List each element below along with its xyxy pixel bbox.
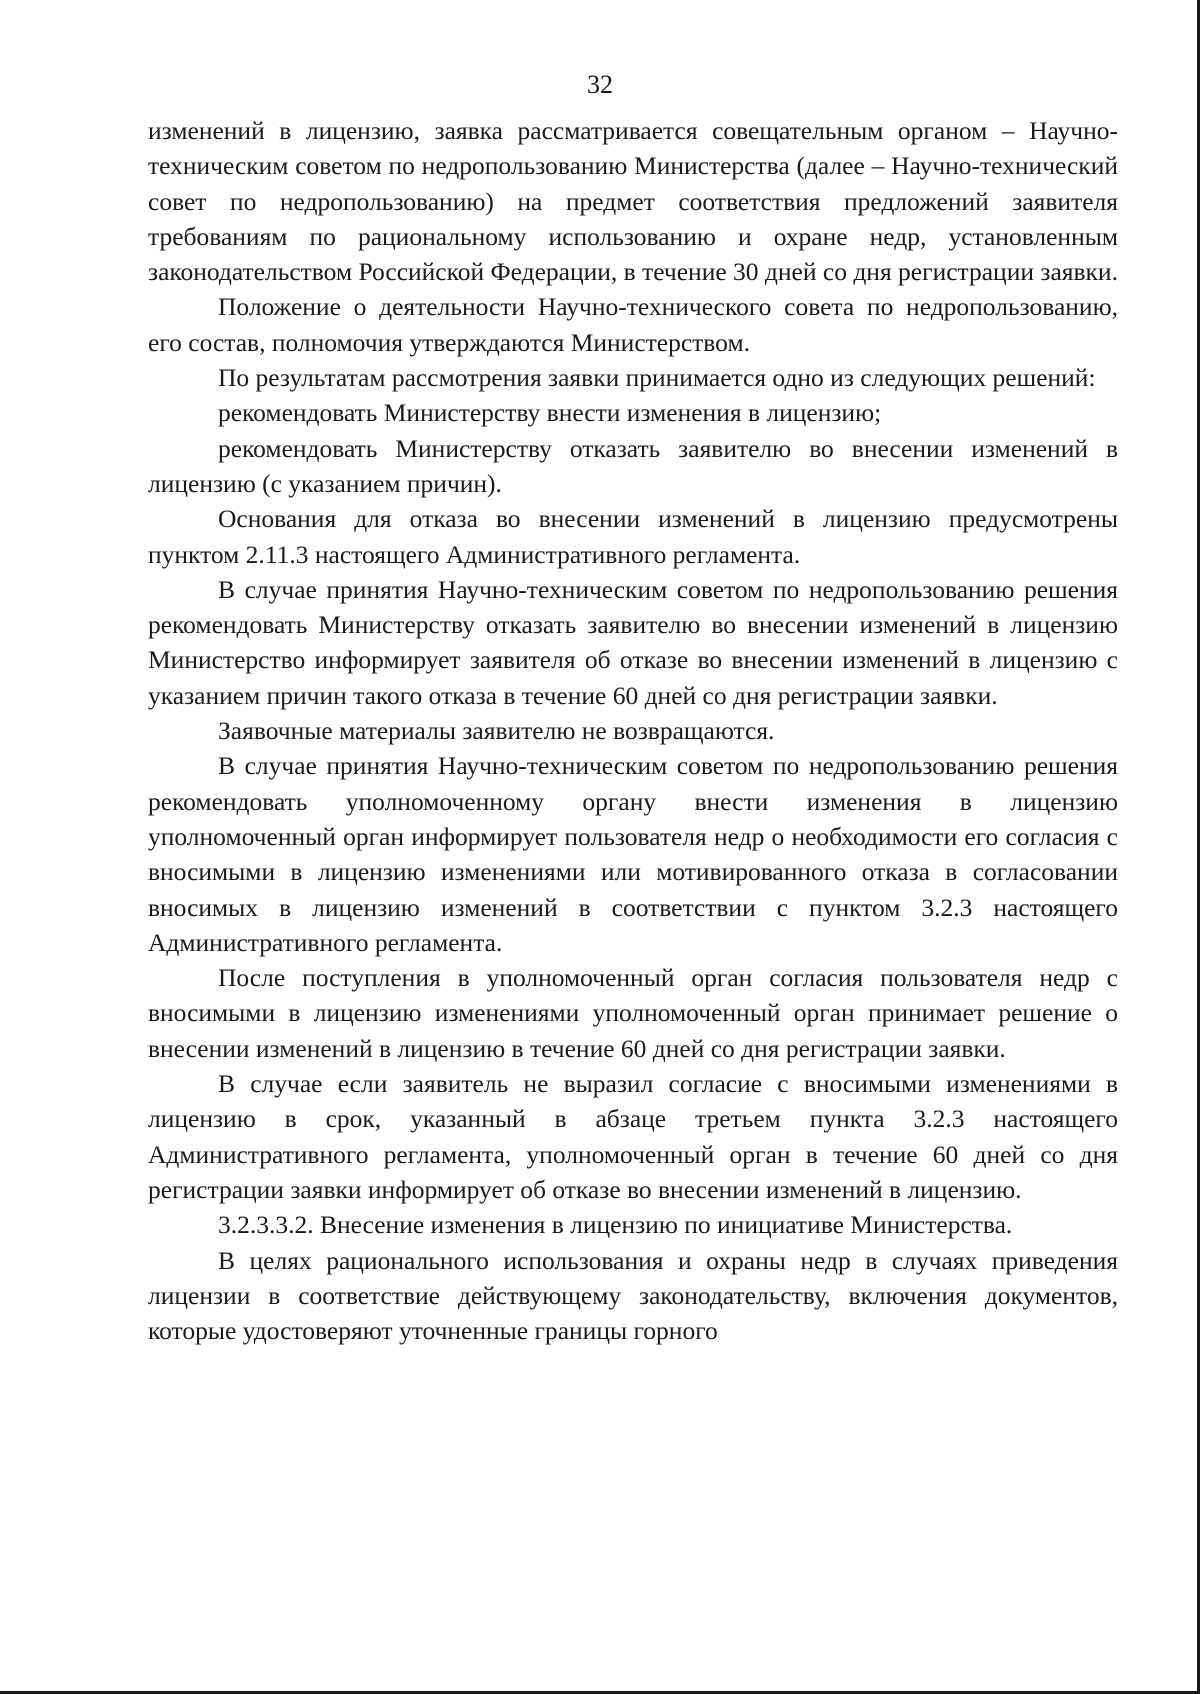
paragraph-decision-option-1: рекомендовать Министерству внести изменения в лицензию;: [218, 398, 882, 428]
paragraph-section-heading: 3.2.3.3.2. Внесение изменения в лицензию по инициативе Министерства.: [218, 1210, 1013, 1240]
paragraph-materials-not-returned: Заявочные материалы заявителю не возвращаются.: [218, 716, 775, 746]
paragraph-refusal-notice: В случае принятия Научно-техническим советом по недропользованию решения рекомендовать Министерству отказать заявителю во внесении изменений в лицензию Министерство информирует заявителя об отказе во внесении изменений в лицензию с указанием причин такого отказа в течение 60 дней со дня регистрации заявки.: [148, 574, 1118, 710]
paragraph-consent-received: После поступления в уполномоченный орган согласия пользователя недр с вносимыми в лицензию изменениями уполномоченный орган принимает решение о внесении изменений в лицензию в течение 60 дней со дня регистрации заявки.: [148, 963, 1118, 1063]
page-number: 32: [587, 70, 613, 99]
paragraph-review-results: По результатам рассмотрения заявки принимается одно из следующих решений:: [218, 363, 1096, 393]
paragraph-continuation: изменений в лицензию, заявка рассматривается совещательным органом – Научно-техническим советом по недропользованию Министерства (далее – Научно-технический совет по недропользованию) на предмет соответствия предложений заявителя требованиям по рациональному использованию и охране недр, установленным законодательством Российской Федерации, в течение 30 дней со дня регистрации заявки.: [148, 116, 1118, 287]
document-body: [148, 113, 1118, 1348]
paragraph-council-regulation: Положение о деятельности Научно-технического совета по недропользованию, его состав, полномочия утверждаются Министерством.: [148, 292, 1118, 357]
paragraph-ministry-initiative: В целях рационального использования и охраны недр в случаях приведения лицензии в соответствие действующему законодательству, включения документов, которые удостоверяют уточненные границы горного: [148, 1245, 1118, 1346]
paragraph-decision-option-2: рекомендовать Министерству отказать заявителю во внесении изменений в лицензию (с указанием причин).: [148, 433, 1118, 498]
paragraph-refusal-grounds: Основания для отказа во внесении изменений в лицензию предусмотрены пунктом 2.11.3 настоящего Административного регламента.: [148, 504, 1118, 569]
paragraph-consent-request: В случае принятия Научно-техническим советом по недропользованию решения рекомендовать уполномоченному органу внести изменения в лицензию уполномоченный орган информирует пользователя недр о необходимости его согласия с вносимыми в лицензию изменениями или мотивированного отказа в согласовании вносимых в лицензию изменений в соответствии с пунктом 3.2.3 настоящего Административного регламента.: [148, 751, 1118, 957]
paragraph-no-consent: В случае если заявитель не выразил согласие с вносимыми изменениями в лицензию в срок, указанный в абзаце третьем пункта 3.2.3 настоящего Административного регламента, уполномоченный орган в течение 60 дней со дня регистрации заявки информирует об отказе во внесении изменений в лицензию.: [148, 1069, 1118, 1204]
